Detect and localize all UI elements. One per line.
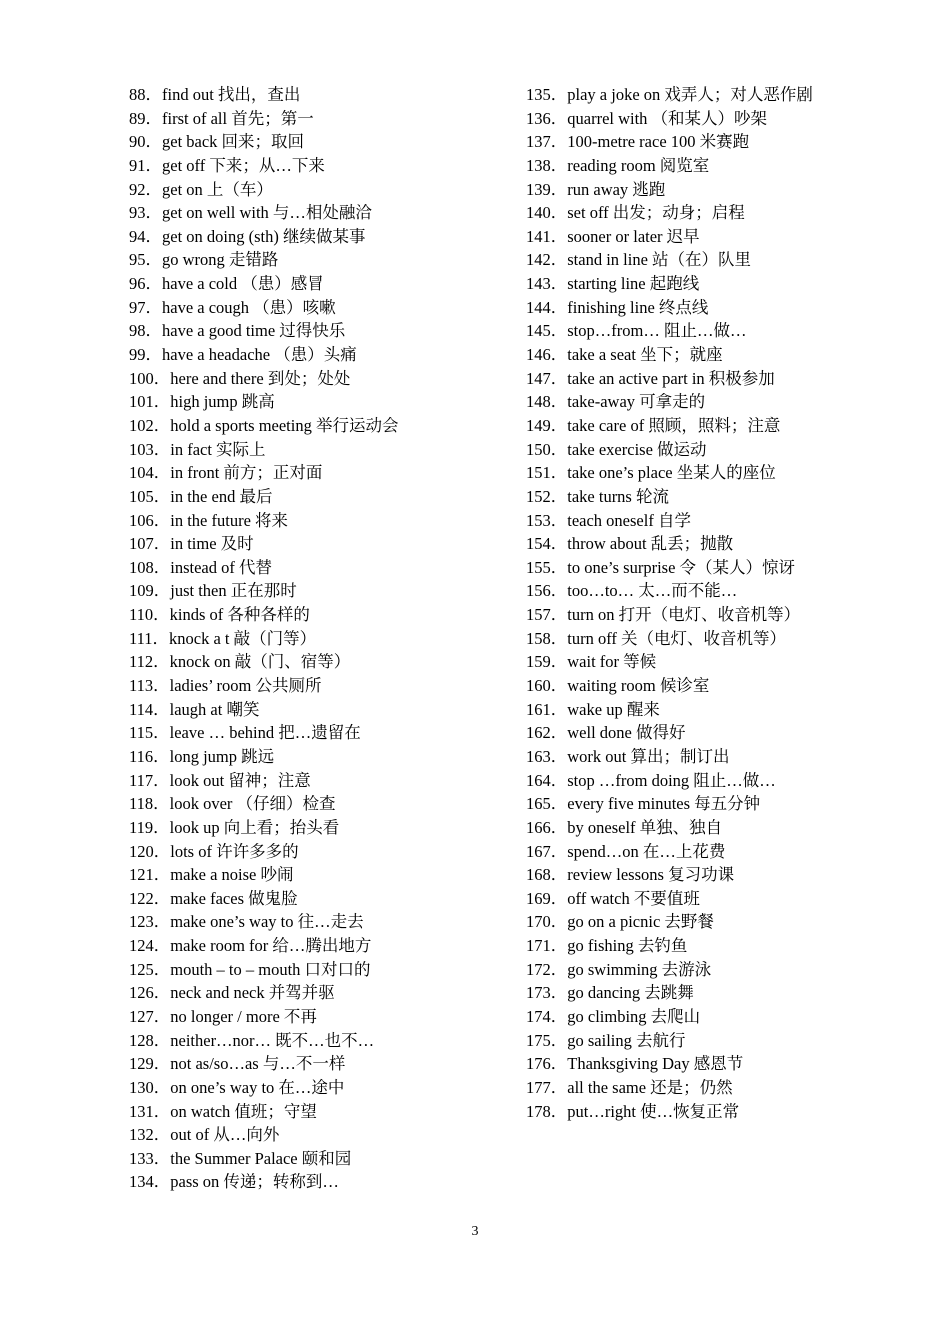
entry-text: take one’s place 坐某人的座位 [567,463,776,483]
entry-number: 105． [129,486,171,506]
entry-text: first of all 首先；第一 [162,108,314,128]
phrase-entry [526,603,906,627]
entry-number: 135． [526,85,568,104]
entry-number: 175． [526,1030,568,1050]
entry-text: turn off 关（电灯、收音机等） [567,628,787,648]
entry-number: 88． [129,85,162,104]
phrase-entry [526,532,906,556]
phrase-entry [526,792,906,816]
entry-text: ladies’ room 公共厕所 [169,676,322,696]
phrase-entry [129,532,509,556]
phrase-entry [129,461,509,485]
entry-text: get on well with 与…相处融洽 [162,203,372,223]
phrase-entry [129,1076,509,1100]
phrase-entry [526,201,906,225]
entry-number: 159． [526,652,568,672]
entry-number: 107． [129,534,171,554]
phrase-entry [526,414,906,438]
entry-number: 153． [526,510,568,530]
entry-text: in the future 将来 [170,510,289,530]
entry-number: 115． [129,723,170,743]
phrase-entry [526,319,906,343]
phrase-entry [129,1147,509,1171]
phrase-entry [526,438,906,462]
entry-text: spend…on 在…上花费 [567,841,726,861]
phrase-entry [526,1052,906,1076]
phrase-entry [526,579,906,603]
entry-number: 164． [526,770,568,790]
entry-number: 144． [526,297,568,317]
entry-text: in front 前方；正对面 [170,463,323,483]
entry-number: 142． [526,250,568,270]
phrase-entry [526,721,906,745]
phrase-entry [526,367,906,391]
entry-number: 127． [129,1006,171,1026]
phrase-entry [129,887,509,911]
entry-number: 149． [526,415,568,435]
entry-number: 137． [526,132,568,152]
entry-text: in time 及时 [170,534,254,554]
entry-number: 91． [129,155,162,175]
entry-text: work out 算出；制订出 [567,746,730,766]
entry-text: go climbing 去爬山 [567,1006,701,1026]
phrase-entry [526,556,906,580]
phrase-entry [526,840,906,864]
phrase-entry [129,272,509,296]
entry-text: in fact 实际上 [170,439,266,459]
phrase-entry [129,1005,509,1029]
entry-text: waiting room 候诊室 [567,676,710,696]
entry-number: 90． [129,132,162,152]
phrase-entry [129,1029,509,1053]
phrase-entry [526,981,906,1005]
phrase-entry [129,154,509,178]
phrase-entry [129,792,509,816]
entry-text: quarrel with （和某人）吵架 [567,108,768,128]
entry-text: to one’s surprise 令（某人）惊讶 [567,557,796,577]
entry-text: find out 找出，查出 [162,85,301,104]
entry-text: stop…from… 阻止…做… [567,321,747,341]
entry-text: Thanksgiving Day 感恩节 [567,1054,744,1074]
entry-text: make room for 给…腾出地方 [170,936,372,956]
entry-text: too…to… 太…而不能… [567,581,738,601]
entry-number: 101． [129,392,171,412]
entry-text: off watch 不要值班 [567,888,700,908]
entry-text: have a good time 过得快乐 [162,321,346,341]
entry-text: run away 逃跑 [567,179,666,199]
entry-number: 155． [526,557,568,577]
phrase-entry [129,910,509,934]
entry-number: 124． [129,936,171,956]
entry-text: go wrong 走错路 [162,250,279,270]
phrase-entry [526,958,906,982]
entry-text: in the end 最后 [170,486,273,506]
entry-text: well done 做得好 [567,723,686,743]
entry-number: 148． [526,392,568,412]
phrase-entry [526,178,906,202]
entry-text: get back 回来；取回 [162,132,305,152]
entry-number: 141． [526,226,568,246]
entry-text: knock a t 敲（门等） [169,628,317,648]
entry-number: 158． [526,628,568,648]
phrase-entry [129,627,509,651]
entry-number: 102． [129,415,171,435]
entry-number: 130． [129,1077,171,1097]
entry-text: out of 从…向外 [170,1125,280,1145]
phrase-entry [129,769,509,793]
entry-number: 178． [526,1101,568,1121]
phrase-entry [129,485,509,509]
entry-number: 98． [129,321,162,341]
entry-number: 126． [129,983,171,1003]
phrase-entry [526,769,906,793]
entry-number: 116． [129,746,170,766]
entry-text: have a cold （患）感冒 [162,274,324,294]
phrase-entry [526,863,906,887]
entry-number: 112． [129,652,170,672]
entry-text: high jump 跳高 [170,392,275,412]
entry-text: make faces 做鬼脸 [170,888,298,908]
entry-number: 156． [526,581,568,601]
entry-number: 118． [129,794,170,814]
phrase-entry [129,1100,509,1124]
entry-number: 145． [526,321,568,341]
entry-number: 143． [526,274,568,294]
phrase-entry [129,840,509,864]
entry-number: 100． [129,368,171,388]
phrase-entry [526,509,906,533]
entry-text: have a headache （患）头痛 [162,345,357,365]
entry-text: the Summer Palace 颐和园 [170,1148,352,1168]
entry-text: teach oneself 自学 [567,510,691,530]
entry-text: sooner or later 迟早 [567,226,700,246]
entry-number: 152． [526,486,568,506]
entry-text: turn on 打开（电灯、收音机等） [567,605,801,625]
entry-number: 172． [526,959,568,979]
entry-number: 166． [526,817,568,837]
entry-text: take care of 照顾，照料；注意 [567,415,781,435]
page-number: 3 [471,1224,479,1239]
phrase-entry [526,627,906,651]
entry-text: take a seat 坐下；就座 [567,345,723,365]
entry-number: 176． [526,1054,568,1074]
entry-number: 162． [526,723,568,743]
entry-number: 173． [526,983,568,1003]
entry-text: hold a sports meeting 举行运动会 [170,415,399,435]
entry-text: laugh at 嘲笑 [169,699,260,719]
entry-text: play a joke on 戏弄人；对人恶作剧 [567,85,813,104]
entry-text: take-away 可拿走的 [567,392,706,412]
entry-number: 125． [129,959,171,979]
entry-text: look over （仔细）检查 [169,794,336,814]
phrase-entry [526,1005,906,1029]
entry-text: throw about 乱丢；抛散 [567,534,734,554]
phrase-entry [129,225,509,249]
phrase-entry [526,910,906,934]
phrase-entry [129,83,509,107]
entry-number: 169． [526,888,568,908]
phrase-entry [526,225,906,249]
entry-number: 138． [526,155,568,175]
entry-text: instead of 代替 [170,557,272,577]
entry-text: by oneself 单独、独自 [567,817,723,837]
entry-number: 131． [129,1101,171,1121]
entry-number: 128． [129,1030,171,1050]
entry-number: 113． [129,676,170,696]
entry-text: go fishing 去钓鱼 [567,936,688,956]
entry-text: finishing line 终点线 [567,297,709,317]
phrase-entry [129,1052,509,1076]
entry-text: not as/so…as 与…不一样 [170,1054,346,1074]
entry-number: 97． [129,297,162,317]
entry-number: 134． [129,1172,171,1192]
phrase-entry [129,603,509,627]
entry-text: mouth – to – mouth 口对口的 [170,959,371,979]
entry-text: go swimming 去游泳 [567,959,712,979]
entry-text: just then 正在那时 [170,581,297,601]
entry-text: here and there 到处；处处 [170,368,351,388]
phrase-entry [129,1170,509,1194]
phrase-entry [526,816,906,840]
entry-number: 95． [129,250,162,270]
entry-text: wake up 醒来 [567,699,660,719]
phrase-entry [526,83,906,107]
phrase-entry [129,1123,509,1147]
phrase-entry [129,319,509,343]
entry-number: 89． [129,108,162,128]
entry-text: neck and neck 并驾并驱 [170,983,335,1003]
entry-number: 99． [129,345,162,365]
phrase-entry [129,863,509,887]
entry-text: neither…nor… 既不…也不… [170,1030,375,1050]
entry-number: 163． [526,746,568,766]
entry-text: on watch 值班；守望 [170,1101,317,1121]
entry-number: 119． [129,817,170,837]
entry-text: have a cough （患）咳嗽 [162,297,336,317]
entry-number: 174． [526,1006,568,1026]
entry-text: starting line 起跑线 [567,274,700,294]
entry-number: 165． [526,794,568,814]
entry-number: 111． [129,628,170,648]
phrase-entry [526,296,906,320]
entry-number: 110． [129,605,170,625]
entry-number: 139． [526,179,568,199]
entry-number: 123． [129,912,171,932]
entry-number: 151． [526,463,568,483]
phrase-entry [526,745,906,769]
entry-number: 114． [129,699,170,719]
entry-number: 171． [526,936,568,956]
entry-text: take an active part in 积极参加 [567,368,775,388]
entry-number: 133． [129,1148,171,1168]
entry-number: 93． [129,203,162,223]
phrase-entry [129,745,509,769]
left-column [129,83,509,1194]
entry-text: reading room 阅览室 [567,155,710,175]
entry-number: 146． [526,345,568,365]
phrase-entry [526,1076,906,1100]
entry-text: set off 出发；动身；启程 [567,203,745,223]
entry-text: no longer / more 不再 [170,1006,317,1026]
phrase-entry [129,650,509,674]
right-column [526,83,906,1123]
phrase-entry [129,509,509,533]
entry-text: every five minutes 每五分钟 [567,794,761,814]
entry-text: go dancing 去跳舞 [567,983,694,1003]
entry-text: kinds of 各种各样的 [169,605,310,625]
entry-number: 96． [129,274,162,294]
entry-number: 122． [129,888,171,908]
phrase-entry [129,367,509,391]
phrase-entry [129,556,509,580]
entry-number: 167． [526,841,568,861]
entry-text: stand in line 站（在）队里 [567,250,752,270]
phrase-entry [129,698,509,722]
entry-number: 150． [526,439,568,459]
entry-text: look out 留神；注意 [169,770,311,790]
phrase-entry [129,178,509,202]
phrase-entry [129,579,509,603]
phrase-entry [129,674,509,698]
entry-number: 132． [129,1125,171,1145]
entry-text: on one’s way to 在…途中 [170,1077,345,1097]
entry-text: knock on 敲（门、宿等） [169,652,351,672]
entry-number: 161． [526,699,568,719]
entry-text: review lessons 复习功课 [567,865,735,885]
entry-number: 129． [129,1054,171,1074]
phrase-entry [526,1100,906,1124]
entry-text: take exercise 做运动 [567,439,707,459]
phrase-entry [526,934,906,958]
phrase-entry [129,438,509,462]
entry-number: 103． [129,439,171,459]
phrase-entry [129,981,509,1005]
entry-number: 136． [526,108,568,128]
phrase-entry [526,674,906,698]
phrase-entry [526,343,906,367]
phrase-entry [526,485,906,509]
entry-text: get on 上（车） [162,179,273,199]
entry-text: lots of 许许多多的 [170,841,299,861]
entry-number: 140． [526,203,568,223]
entry-number: 170． [526,912,568,932]
entry-number: 147． [526,368,568,388]
entry-text: make a noise 吵闹 [170,865,294,885]
phrase-entry [526,650,906,674]
entry-number: 160． [526,676,568,696]
phrase-entry [129,414,509,438]
phrase-entry [129,343,509,367]
entry-text: take turns 轮流 [567,486,669,506]
phrase-entry [526,698,906,722]
entry-text: get off 下来；从…下来 [162,155,325,175]
phrase-entry [129,130,509,154]
phrase-entry [526,248,906,272]
phrase-entry [526,272,906,296]
entry-number: 104． [129,463,171,483]
entry-number: 157． [526,605,568,625]
entry-text: 100-metre race 100 米赛跑 [567,132,750,152]
entry-text: leave … behind 把…遗留在 [169,723,361,743]
phrase-entry [129,201,509,225]
phrase-entry [526,107,906,131]
entry-number: 108． [129,557,171,577]
phrase-entry [129,958,509,982]
phrase-entry [129,390,509,414]
entry-text: go sailing 去航行 [567,1030,686,1050]
entry-number: 117． [129,770,170,790]
entry-text: make one’s way to 往…走去 [170,912,364,932]
phrase-entry [526,887,906,911]
phrase-entry [526,390,906,414]
entry-text: go on a picnic 去野餐 [567,912,714,932]
phrase-entry [526,461,906,485]
entry-number: 121． [129,865,171,885]
entry-text: long jump 跳远 [169,746,275,766]
entry-number: 94． [129,226,162,246]
phrase-entry [129,107,509,131]
phrase-entry [129,934,509,958]
entry-text: all the same 还是；仍然 [567,1077,733,1097]
entry-number: 177． [526,1077,568,1097]
entry-text: wait for 等候 [567,652,657,672]
entry-number: 92． [129,179,162,199]
phrase-entry [129,721,509,745]
entry-text: put…right 使…恢复正常 [567,1101,740,1121]
phrase-entry [129,248,509,272]
entry-number: 168． [526,865,568,885]
entry-number: 120． [129,841,171,861]
phrase-entry [129,296,509,320]
entry-text: stop …from doing 阻止…做… [567,770,776,790]
entry-text: look up 向上看；抬头看 [169,817,340,837]
entry-number: 109． [129,581,171,601]
phrase-entry [526,1029,906,1053]
phrase-entry [526,154,906,178]
phrase-entry [129,816,509,840]
entry-text: pass on 传递；转称到… [170,1172,339,1192]
entry-text: get on doing (sth) 继续做某事 [162,226,366,246]
phrase-entry [526,130,906,154]
entry-number: 106． [129,510,171,530]
entry-number: 154． [526,534,568,554]
